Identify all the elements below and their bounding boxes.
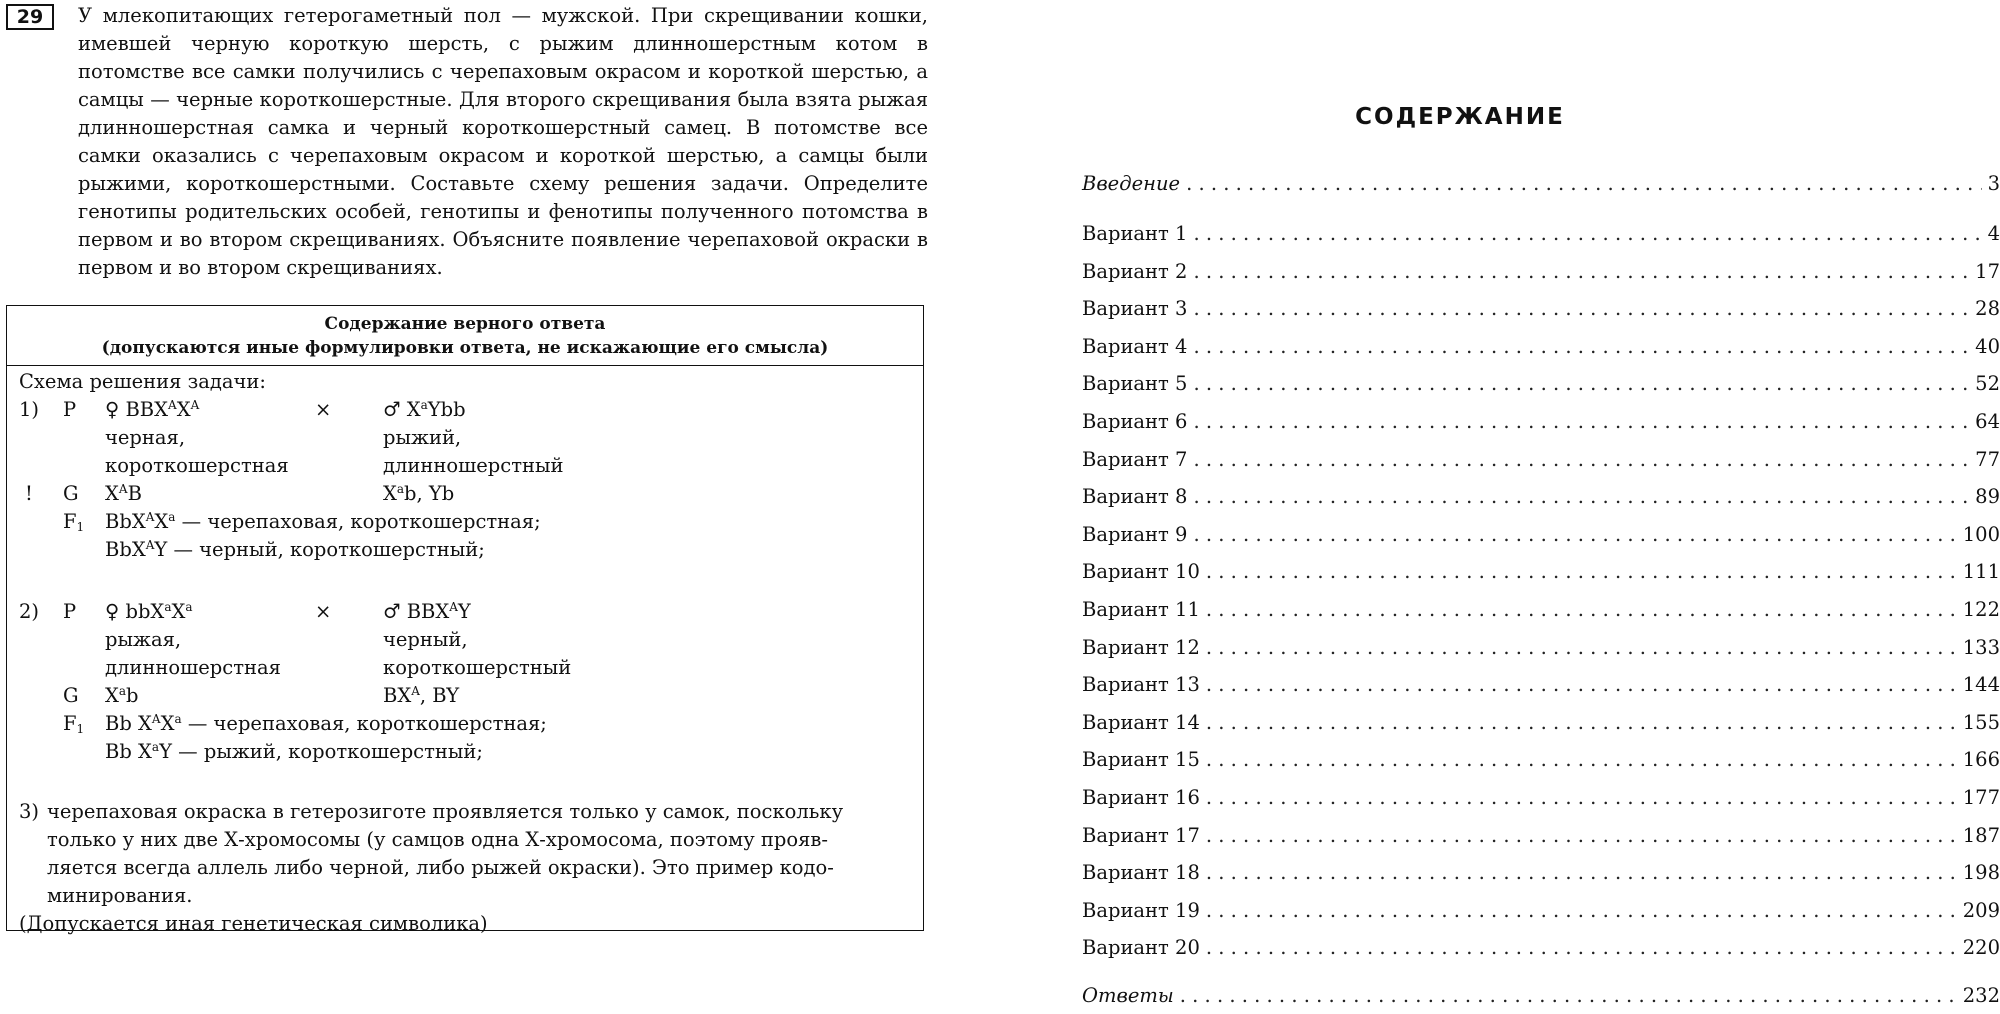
toc-entry[interactable] bbox=[1082, 222, 2000, 252]
toc-entry-page: 3 bbox=[1987, 172, 2000, 195]
toc-entry-label: Вариант 3 bbox=[1082, 297, 1188, 321]
toc-leader-dots bbox=[1193, 222, 1981, 245]
toc-leader-dots bbox=[1193, 260, 1969, 283]
point3-line3: ляется всегда аллель либо черной, либо рыжей окраски). Это пример кодо- bbox=[47, 856, 834, 879]
cross2-male-genotype: ♂ $BBX^AY$ bbox=[383, 600, 471, 623]
toc-entry-page: 155 bbox=[1962, 710, 2000, 734]
toc-leader-dots bbox=[1206, 748, 1957, 771]
toc-entry[interactable] bbox=[1082, 448, 2000, 478]
toc-leader-dots bbox=[1206, 861, 1957, 884]
scheme-label: Схема решения задачи: bbox=[19, 370, 266, 393]
toc-entry-label: Вариант 20 bbox=[1082, 936, 1200, 960]
cross1-male-pheno1: рыжий, bbox=[383, 426, 462, 449]
cross1-male-pheno2: длинношерстный bbox=[383, 454, 564, 477]
toc-entry-label: Вариант 18 bbox=[1082, 861, 1200, 885]
answer-box bbox=[6, 305, 924, 935]
point3-line2: только у них две Х-хромосомы (у самцов одна Х-хромосома, поэтому прояв- bbox=[47, 828, 828, 851]
cross2-f1-label: $F_1$ bbox=[63, 712, 85, 736]
cross1-f1-label: $F_1$ bbox=[63, 510, 85, 534]
toc-entry[interactable] bbox=[1082, 598, 2000, 628]
female-symbol: ♀ bbox=[105, 600, 120, 623]
toc-entry-label: Вариант 14 bbox=[1082, 710, 1200, 734]
cross2-offspring2: Bb $X^aY$ — рыжий, короткошерстный; bbox=[105, 740, 483, 763]
cross2-male-pheno2: короткошерстный bbox=[383, 656, 572, 679]
toc-entry[interactable] bbox=[1082, 410, 2000, 440]
task-number: 29 bbox=[6, 4, 54, 30]
toc-leader-dots bbox=[1206, 673, 1957, 696]
cross1-female-pheno2: короткошерстная bbox=[105, 454, 289, 477]
cross2-offspring1: Bb $X^AX^a$ — черепаховая, короткошерстная; bbox=[105, 712, 547, 735]
toc-leader-dots bbox=[1193, 485, 1969, 508]
toc-entry-page: 28 bbox=[1975, 297, 2000, 321]
toc-entry-label: Вариант 17 bbox=[1082, 823, 1200, 847]
toc-leader-dots bbox=[1206, 636, 1957, 659]
toc-leader-dots bbox=[1206, 560, 1957, 583]
toc-entry-label: Введение bbox=[1082, 172, 1181, 195]
cross2-male-pheno1: черный, bbox=[383, 628, 468, 651]
cross1-offspring2: BbX$^A$Y — черный, короткошерстный; bbox=[105, 538, 485, 561]
toc-leader-dots bbox=[1193, 297, 1969, 320]
toc-entry-label: Вариант 2 bbox=[1082, 259, 1188, 283]
toc-entry-page: 220 bbox=[1962, 936, 2000, 960]
toc-entry-label: Вариант 5 bbox=[1082, 372, 1188, 396]
point3-line1: черепаховая окраска в гетерозиготе проявляется только у самок, поскольку bbox=[47, 800, 844, 823]
cross1-gamete-female: $X^AB$ bbox=[105, 482, 142, 505]
toc-entry[interactable] bbox=[1082, 372, 2000, 402]
toc-entry-label: Вариант 1 bbox=[1082, 222, 1188, 245]
cross2-cross-sign: × bbox=[315, 600, 332, 623]
toc-entry-page: 52 bbox=[1975, 372, 2000, 396]
toc-entry[interactable] bbox=[1082, 172, 2000, 202]
cross1-cross-sign: × bbox=[315, 398, 332, 421]
cross1-number: 1) bbox=[19, 398, 40, 421]
cross2-gamete-male: $BX^A$, BY bbox=[383, 684, 460, 707]
cross1-offspring1: $BbX^AX^a$ — черепаховая, короткошерстная; bbox=[105, 510, 541, 533]
cross2-gamete-female: $X^ab$ bbox=[105, 684, 139, 707]
toc-leader-dots bbox=[1193, 448, 1969, 471]
toc-entry[interactable] bbox=[1082, 984, 2000, 1014]
toc-leader-dots bbox=[1193, 523, 1956, 546]
toc-entry-page: 122 bbox=[1962, 598, 2000, 621]
toc-entry[interactable] bbox=[1082, 861, 2000, 891]
toc-entry-label: Вариант 10 bbox=[1082, 560, 1200, 584]
toc-entry-page: 64 bbox=[1975, 410, 2000, 433]
toc-entry[interactable] bbox=[1082, 824, 2000, 854]
toc-entry-page: 40 bbox=[1975, 334, 2000, 358]
toc-entry-label: Вариант 13 bbox=[1082, 673, 1200, 697]
toc-entry-page: 232 bbox=[1962, 984, 2000, 1007]
toc-entry-page: 133 bbox=[1962, 635, 2000, 659]
cross1-female-pheno1: черная, bbox=[105, 426, 186, 449]
toc-entry[interactable] bbox=[1082, 748, 2000, 778]
answer-header-subtitle: (допускаются иные формулировки ответа, не искажающие его смысла) bbox=[101, 338, 829, 358]
toc-entry-page: 111 bbox=[1962, 560, 2000, 584]
cross2-female-pheno1: рыжая, bbox=[105, 628, 182, 651]
cross1-g-label: G bbox=[63, 482, 79, 505]
female-symbol: ♀ bbox=[105, 398, 120, 421]
right-page bbox=[1070, 0, 2000, 1007]
toc-entry-page: 198 bbox=[1962, 861, 2000, 885]
male-symbol: ♂ bbox=[383, 600, 401, 623]
cross2-number: 2) bbox=[19, 600, 40, 623]
cross1-male-genotype: ♂ $X^aYbb$ bbox=[383, 398, 466, 421]
toc-entry[interactable] bbox=[1082, 711, 2000, 741]
toc-entry-page: 100 bbox=[1962, 522, 2000, 546]
toc-leader-dots bbox=[1206, 711, 1957, 734]
toc-entry[interactable] bbox=[1082, 335, 2000, 365]
toc-entry[interactable] bbox=[1082, 899, 2000, 929]
toc-leader-dots bbox=[1206, 786, 1957, 809]
left-page bbox=[0, 0, 940, 1007]
toc-leader-dots bbox=[1186, 172, 1982, 195]
cross1-female-genotype: ♀ $BBX^AX^A$ bbox=[105, 398, 200, 421]
toc-entry[interactable] bbox=[1082, 297, 2000, 327]
toc-leader-dots bbox=[1193, 335, 1969, 358]
toc-entry-label: Вариант 19 bbox=[1082, 898, 1200, 922]
toc-entry-page: 209 bbox=[1962, 898, 2000, 922]
toc-leader-dots bbox=[1206, 936, 1957, 959]
toc-entry-page: 17 bbox=[1975, 259, 2000, 283]
cross1-mark: ! bbox=[25, 482, 33, 505]
toc-leader-dots bbox=[1206, 824, 1957, 847]
answer-header bbox=[7, 306, 923, 366]
answer-header-title: Содержание верного ответа bbox=[324, 314, 606, 334]
cross1-gamete-male: $X^ab$, Yb bbox=[383, 482, 455, 505]
answer-note: (Допускается иная генетическая символика) bbox=[19, 912, 488, 935]
toc-entry-label: Вариант 16 bbox=[1082, 786, 1200, 809]
cross1-p-label: P bbox=[63, 398, 77, 421]
toc-entry-page: 89 bbox=[1975, 485, 2000, 509]
toc-entry[interactable] bbox=[1082, 260, 2000, 290]
toc-title: СОДЕРЖАНИЕ bbox=[1355, 104, 1565, 130]
toc-entry-page: 77 bbox=[1975, 447, 2000, 471]
toc-entry-label: Вариант 4 bbox=[1082, 334, 1188, 358]
male-symbol: ♂ bbox=[383, 398, 401, 421]
toc-entry-label: Вариант 9 bbox=[1082, 522, 1188, 546]
cross2-g-label: G bbox=[63, 684, 79, 707]
toc-entry-label: Вариант 11 bbox=[1082, 598, 1200, 621]
toc-entry-page: 166 bbox=[1962, 748, 2000, 772]
toc-entry[interactable] bbox=[1082, 673, 2000, 703]
toc-leader-dots bbox=[1180, 984, 1957, 1007]
toc-entry[interactable] bbox=[1082, 936, 2000, 966]
toc-entry[interactable] bbox=[1082, 636, 2000, 666]
point3-number: 3) bbox=[19, 800, 40, 823]
toc-entry-page: 187 bbox=[1962, 823, 2000, 847]
toc-entry[interactable] bbox=[1082, 523, 2000, 553]
cross2-female-genotype: ♀ $bbX^aX^a$ bbox=[105, 600, 193, 623]
point3-line4: минирования. bbox=[47, 884, 193, 907]
toc-entry-label: Вариант 12 bbox=[1082, 635, 1200, 659]
task-text: У млекопитающих гетерогаметный пол — мужской. При скрещивании кошки, имевшей черную короткую шерсть, с рыжим длинношерстным котом в потомстве все самки получились с черепаховым окрасом и короткой шерстью, а самцы — черные короткошерстные. Для второго скрещивания была взята рыжая длинношерстная самка и черный короткошерстный самец. В потомстве все самки оказались с черепаховым окрасом и короткой шерстью, а самцы были рыжими, короткошерстными. Составьте схему решения задачи. Определите генотипы родительских особей, генотипы и фенотипы полученного потомства в первом и во втором скрещиваниях. Объясните появление черепаховой окраски в первом и во втором скрещиваниях. bbox=[78, 4, 928, 279]
toc-entry-label: Вариант 8 bbox=[1082, 485, 1188, 509]
toc-leader-dots bbox=[1193, 372, 1969, 395]
cross2-female-pheno2: длинношерстная bbox=[105, 656, 281, 679]
toc-entry-label: Вариант 7 bbox=[1082, 447, 1188, 471]
toc-entry-label: Вариант 6 bbox=[1082, 410, 1188, 433]
cross2-p-label: P bbox=[63, 600, 77, 623]
toc-entry-page: 4 bbox=[1987, 222, 2000, 245]
toc-leader-dots bbox=[1206, 899, 1957, 922]
toc-entry[interactable] bbox=[1082, 786, 2000, 816]
toc-entry[interactable] bbox=[1082, 560, 2000, 590]
toc-entry-label: Вариант 15 bbox=[1082, 748, 1200, 772]
toc-entry-page: 144 bbox=[1962, 673, 2000, 697]
toc-entry-page: 177 bbox=[1962, 786, 2000, 809]
toc-leader-dots bbox=[1193, 410, 1969, 433]
toc-leader-dots bbox=[1206, 598, 1957, 621]
toc-entry[interactable] bbox=[1082, 485, 2000, 515]
toc-entry-label: Ответы bbox=[1082, 984, 1174, 1007]
